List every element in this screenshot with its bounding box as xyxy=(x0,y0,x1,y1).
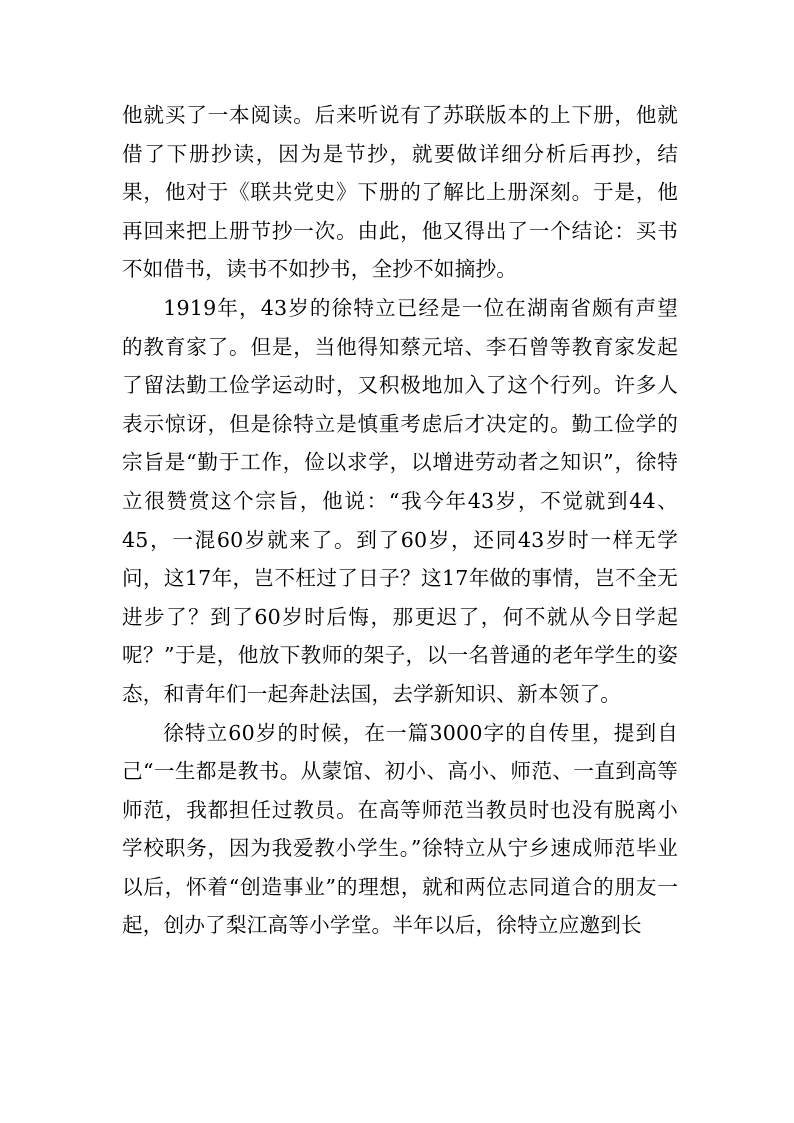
paragraph-1: 他就买了一本阅读。后来听说有了苏联版本的上下册，他就借了下册抄读，因为是节抄，就要做详细分析后再抄，结果，他对于《联共党史》下册的了解比上册深刻。于是，他再回来把上册节抄一次。由此，他又得出了一个结论：买书不如借书，读书不如抄书，全抄不如摘抄。 xyxy=(122,103,678,282)
paragraph-3: 徐特立60岁的时候，在一篇3000字的自传里，提到自己“一生都是教书。从蒙馆、初小、高小、师范、一直到高等师范，我都担任过教员。在高等师范当教员时也没有脱离小学校职务，因为我爱教小学生。”徐特立从宁乡速成师范毕业以后，怀着“创造事业”的理想，就和两位志同道合的朋友一起，创办了梨江高等小学堂。半年以后，徐特立应邀到长 xyxy=(122,720,678,938)
paragraph-2: 1919年，43岁的徐特立已经是一位在湖南省颇有声望的教育家了。但是，当他得知蔡元培、李石曾等教育家发起了留法勤工俭学运动时，又积极地加入了这个行列。许多人表示惊讶，但是徐特立是慎重考虑后才决定的。勤工俭学的宗旨是“勤于工作，俭以求学，以增进劳动者之知识”，徐特立很赞赏这个宗旨，他说：“我今年43岁，不觉就到44、45，一混60岁就来了。到了60岁，还同43岁时一样无学问，这17年，岂不枉过了日子？这17年做的事情，岂不全无进步了？到了60岁时后悔，那更迟了，何不就从今日学起呢？”于是，他放下教师的架子，以一名普通的老年学生的姿态，和青年们一起奔赴法国，去学新知识、新本领了。 xyxy=(122,295,678,706)
document-body xyxy=(122,96,678,945)
